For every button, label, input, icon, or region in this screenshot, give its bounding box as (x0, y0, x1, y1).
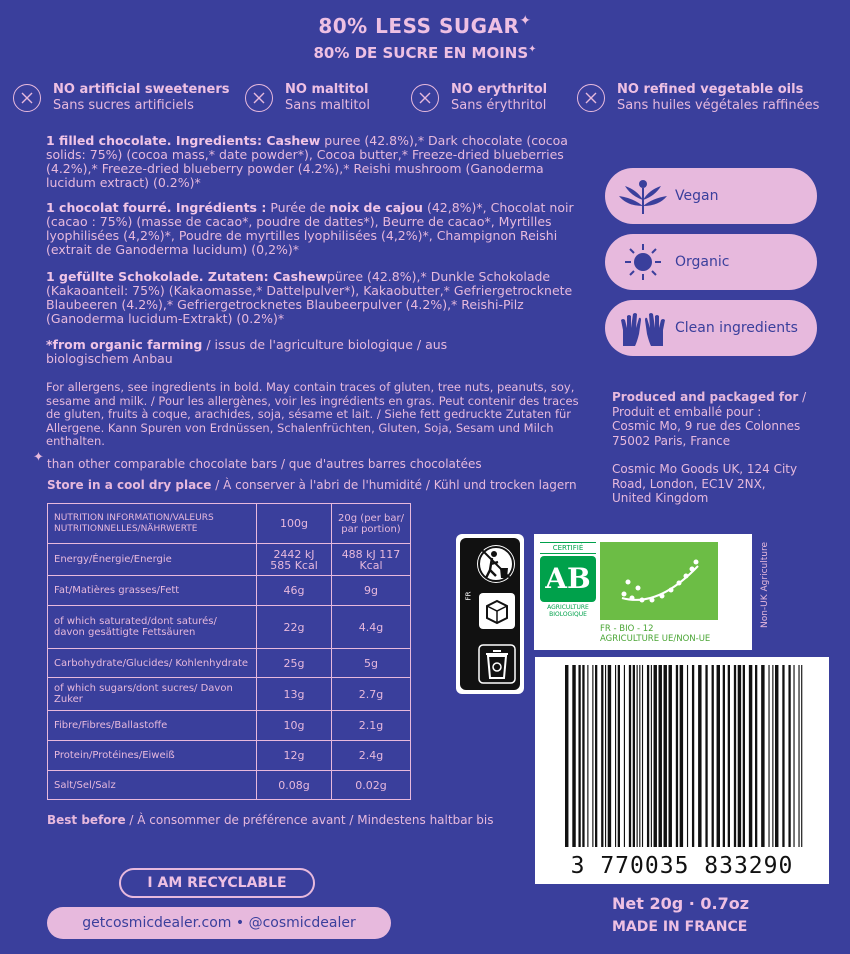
nutrition-row: Salt/Sel/Salz 0.08g 0.02g (48, 771, 411, 800)
organic-certification (534, 534, 752, 650)
eu-leaf-icon (600, 542, 718, 620)
nutrition-row: of which saturated/dont saturés/ davon gesättigte Fettsäuren 22g 4.4g (48, 606, 411, 649)
headline: 80% LESS SUGAR✦ (318, 13, 532, 38)
comparison-note: than other comparable chocolate bars / que d'autres barres chocolatées (47, 457, 482, 471)
net-weight: Net 20g · 0.7oz (612, 894, 750, 913)
nutrition-row: Carbohydrate/Glucides/ Kohlenhydrate 25g 5g (48, 649, 411, 678)
nutrition-row: Fat/Matières grasses/Fett 46g 9g (48, 576, 411, 606)
ab-logo: AB (540, 556, 596, 602)
ingredients-fr: 1 chocolat fourré. Ingrédients : Purée de noix de cajou (42,8%)*, Chocolat noir (cacao : 75%) (masse de cacao*, poudre de dattes*), Beurre de cacao*, Myrtilles lyophilisées (4,2%)*, Poudre de myrtilles lyophilisées (4,2%)*, Champignon Reishi (extrait de Ganoderma lucidum) (0,2%)* (46, 200, 574, 257)
claim-no-refined-oils: NO refined vegetable oils Sans huiles végétales raffinées (577, 82, 819, 114)
fr-label: FR (464, 591, 473, 601)
no-litter-icon (474, 542, 518, 586)
subheadline: 80% DE SUCRE EN MOINS✦ (313, 44, 537, 62)
certifie-label: CERTIFIÉ (540, 542, 596, 554)
bio-code: FR - BIO - 12 AGRICULTURE UE/NON-UE (600, 624, 711, 644)
barcode (535, 657, 829, 884)
ingredients-en: 1 filled chocolate. Ingredients: Cashew puree (42.8%),* Dark chocolate (cocoa solids: 75%) (cocoa mass,* date powder*), Cocoa butter,* Freeze-dried blueberries (4.2%),* Freeze-dried blueberry powder (4.2%),* Reishi mushroom (Ganoderma lucidum extract) (0.2%)* (46, 133, 568, 190)
nutrition-row: Energy/Énergie/Energie 2442 kJ 585 Kcal 488 kJ 117 Kcal (48, 544, 411, 576)
recycling-label (456, 534, 524, 694)
non-uk-agriculture: Non-UK Agriculture (760, 541, 770, 629)
x-circle-icon (577, 84, 605, 112)
nutrition-col-portion: 20g (per bar/ par portion) (332, 504, 411, 544)
badge-vegan: Vegan (605, 168, 817, 224)
badge-clean-ingredients: Clean ingredients (605, 300, 817, 356)
x-circle-icon (245, 84, 273, 112)
eu-organic-leaf (600, 542, 718, 620)
nutrition-row: Fibre/Fibres/Ballastoffe 10g 2.1g (48, 711, 411, 741)
nutrition-row: Protein/Protéines/Eiweiß 12g 2.4g (48, 741, 411, 771)
sparkle-icon: ✦ (33, 450, 44, 465)
claim-no-maltitol: NO maltitol Sans maltitol (245, 82, 370, 114)
organic-note: *from organic farming / issus de l'agriculture biologique / aus biologischem Anbau (46, 337, 448, 366)
nutrition-header-label: NUTRITION INFORMATION/VALEURS NUTRITIONNELLES/NÄHRWERTE (48, 504, 257, 544)
hands-icon (617, 308, 669, 348)
storage-note: Store in a cool dry place / À conserver à l'abri de l'humidité / Kühl und trocken lagern (47, 478, 577, 492)
allergen-info: For allergens, see ingredients in bold. May contain traces of gluten, tree nuts, peanuts, soy, sesame and milk. / Pour les allergènes, voir les ingrédients en gras. Peut contenir des traces de gluten, fruits à coque, arachides, soja, sésame et lait. / Siehe fett gedruckte Zutaten für Allergene. Kann Spuren von Erdnüssen, Schalenfrüchten, Gluten, Soja, Sesam und Milch enthalten. (46, 380, 579, 448)
x-circle-icon (411, 84, 439, 112)
claim-no-sweeteners: NO artificial sweeteners Sans sucres artificiels (13, 82, 230, 114)
packaging-icon (478, 592, 516, 630)
website-link[interactable]: getcosmicdealer.com • @cosmicdealer (47, 907, 391, 939)
nutrition-table (47, 503, 411, 800)
ab-caption: AGRICULTURE BIOLOGIQUE (547, 604, 589, 618)
nutrition-col-100g: 100g (257, 504, 332, 544)
x-circle-icon (13, 84, 41, 112)
nutrition-row: of which sugars/dont sucres/ Davon Zuker 13g 2.7g (48, 678, 411, 711)
recyclable-badge: I AM RECYCLABLE (119, 868, 315, 898)
badge-organic: Organic (605, 234, 817, 290)
ingredients-de: 1 gefüllte Schokolade. Zutaten: Cashewpüree (42.8%),* Dunkle Schokolade (Kakaoanteil: 75%) (Kakaomasse,* Dattelpulver*), Kakaobutter,* Gefriergetrocknete Blaubeeren (4.2%),* Gefriergetrocknetes Blaubeerpulver (4.2%),* Reishi-Pilz (Ganoderma lucidum-Extrakt) (0.2%)* (46, 269, 573, 326)
sun-icon (617, 242, 669, 282)
barcode-bars (535, 657, 829, 852)
barcode-number: 3 770035 833290 (570, 853, 794, 879)
made-in-france: MADE IN FRANCE (612, 919, 748, 935)
recycle-bin-icon (478, 644, 516, 684)
claim-no-erythritol: NO erythritol Sans érythritol (411, 82, 547, 114)
producer-info: Produced and packaged for / Produit et emballé pour : Cosmic Mo, 9 rue des Colonnes 75002 Paris, France Cosmic Mo Goods UK, 124 City Road, London, EC1V 2NX, United Kingdom (612, 390, 807, 505)
leaf-icon (617, 176, 669, 216)
best-before: Best before / À consommer de préférence avant / Mindestens haltbar bis (47, 813, 494, 827)
